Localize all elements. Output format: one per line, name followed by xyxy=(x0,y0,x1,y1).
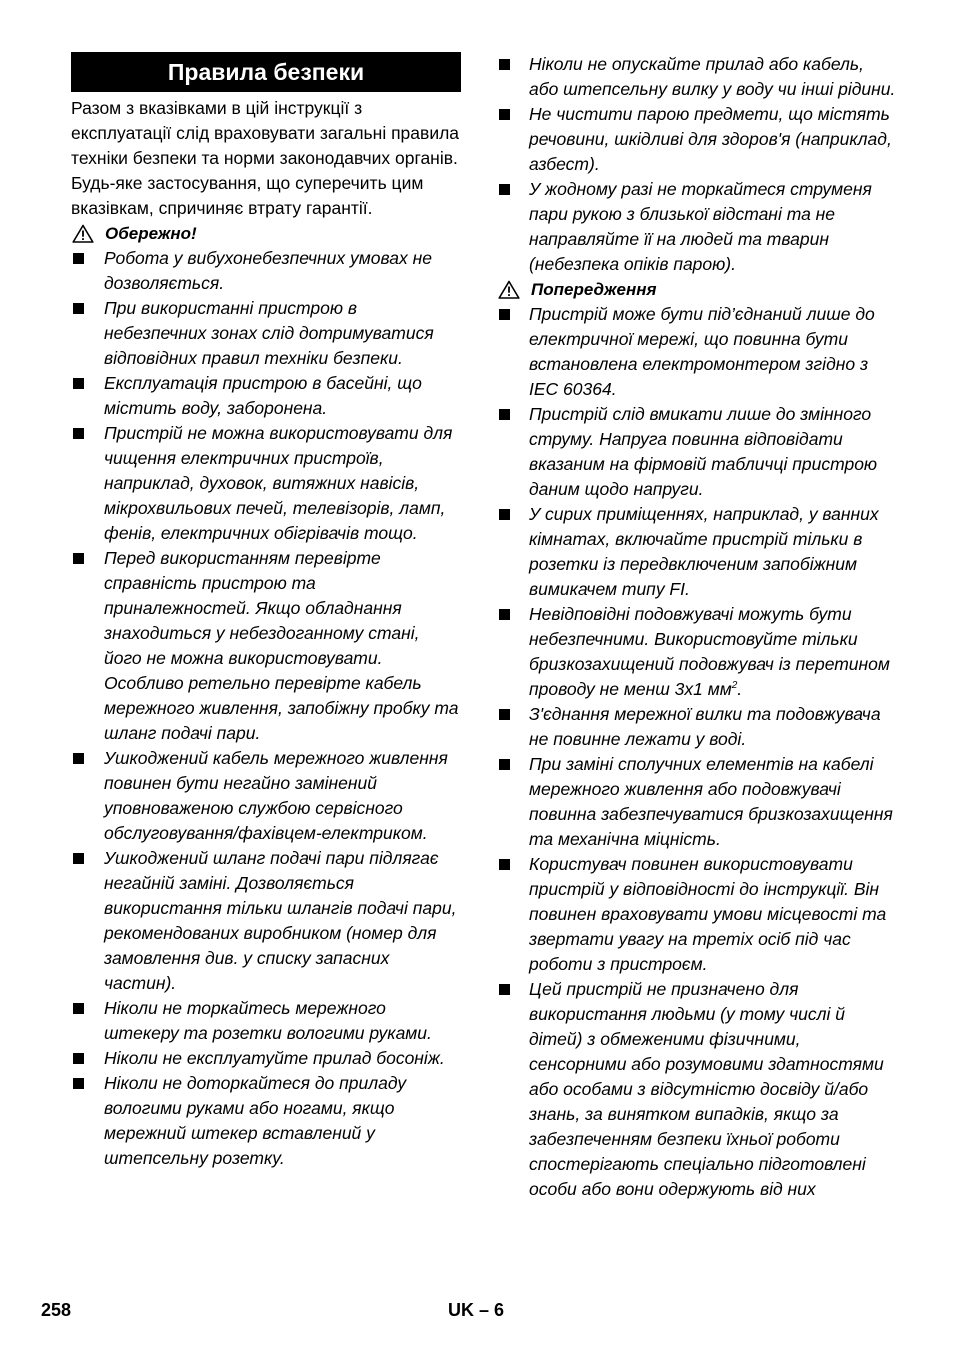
extension-cord-text: Невідповідні подовжувачі можуть бути небезпечними. Використовуйте тільки бризкозахищений подовжувач із перетином проводу не менш 3х1 мм xyxy=(529,604,890,699)
list-item: Ніколи не опускайте прилад або кабель, або штепсельну вилку у воду чи інші рідини. xyxy=(497,52,897,102)
list-item: Користувач повинен використовувати пристрій у відповідності до інструкції. Він повинен враховувати умови місцевості та звертати увагу на третіх осіб під час роботи з пристроєм. xyxy=(497,852,897,977)
list-item: Цей пристрій не призначено для використання людьми (у тому числі й дітей) з обмеженими фізичними, сенсорними або розумовими здатностями або особами з відсутністю досвіду й/або знань, за винятком випадків, якщо за забезпеченням безпеки їхньої роботи спостерігають спеціально підготовлені особи або вони одержують від них xyxy=(497,977,897,1202)
bullet-square-icon xyxy=(499,859,510,870)
bullet-square-icon xyxy=(499,509,510,520)
bullet-square-icon xyxy=(499,609,510,620)
bullet-square-icon xyxy=(499,59,510,70)
bullet-square-icon xyxy=(73,428,84,439)
list-item: Робота у вибухонебезпечних умовах не дозволяється. xyxy=(71,246,461,296)
bullet-square-icon xyxy=(499,309,510,320)
caution-list-continued xyxy=(497,52,897,277)
list-item: Ніколи не доторкайтеся до приладу вологими руками або ногами, якщо мережний штекер вставлений у штепсельну розетку. xyxy=(71,1071,461,1171)
bullet-square-icon xyxy=(73,303,84,314)
warning-list xyxy=(497,302,897,1202)
superscript-unit: 2 xyxy=(731,680,738,692)
list-item: Перед використанням перевірте справність пристрою та приналежностей. Якщо обладнання знаходиться у небездоганному стані, його не можна використовувати. Особливо ретельно перевірте кабель мережного живлення, запобіжну пробку та шланг подачі пари. xyxy=(71,546,461,746)
warning-triangle-icon xyxy=(72,224,94,243)
list-item: Пристрій може бути під’єднаний лише до електричної мережі, що повинна бути встановлена електромонтером згідно з IEC 60364. xyxy=(497,302,897,402)
list-item: Ушкоджений шланг подачі пари підлягає негайній заміні. Дозволяється використання тільки шлангів подачі пари, рекомендованих виробником (номер для замовлення див. у списку запасних частин). xyxy=(71,846,461,996)
list-item: З'єднання мережної вилки та подовжувача не повинне лежати у воді. xyxy=(497,702,897,752)
bullet-square-icon xyxy=(73,1053,84,1064)
bullet-square-icon xyxy=(73,553,84,564)
bullet-square-icon xyxy=(73,753,84,764)
list-item: Пристрій не можна використовувати для чищення електричних пристроїв, наприклад, духовок, витяжних навісів, мікрохвильових печей, телевізорів, ламп, фенів, електричних обігрівачів тощо. xyxy=(71,421,461,546)
bullet-square-icon xyxy=(499,184,510,195)
list-item: Ніколи не експлуатуйте прилад босоніж. xyxy=(71,1046,461,1071)
list-item: Невідповідні подовжувачі можуть бути небезпечними. Використовуйте тільки бризкозахищений подовжувач із перетином проводу не менш 3х1 $мм^2$. xyxy=(497,602,897,702)
list-item: Ніколи не торкайтесь мережного штекеру та розетки вологими руками. xyxy=(71,996,461,1046)
warning-triangle-icon xyxy=(498,280,520,299)
list-item: При заміні сполучних елементів на кабелі мережного живлення або подовжувачі повинна забезпечуватися бризкозахищення та механічна міцність. xyxy=(497,752,897,852)
bullet-square-icon xyxy=(73,378,84,389)
warning-heading xyxy=(497,277,897,302)
bullet-square-icon xyxy=(499,759,510,770)
list-item: При використанні пристрою в небезпечних зонах слід дотримуватися відповідних правил техніки безпеки. xyxy=(71,296,461,371)
caution-heading xyxy=(71,221,461,246)
bullet-square-icon xyxy=(499,709,510,720)
list-item: У сирих приміщеннях, наприклад, у ванних кімнатах, включайте пристрій тільки в розетки із передвключеним запобіжним вимикачем типу FI. xyxy=(497,502,897,602)
page-number: 258 xyxy=(41,1300,72,1320)
list-item: Ушкоджений кабель мережного живлення повинен бути негайно замінений уповноваженою службою сервісного обслуговування/фахівцем-електриком. xyxy=(71,746,461,846)
bullet-square-icon xyxy=(73,253,84,264)
warranty-paragraph: Будь-яке застосування, що суперечить цим вказівкам, спричиняє втрату гарантії. xyxy=(71,173,424,218)
bullet-square-icon xyxy=(73,1078,84,1089)
list-item: У жодному разі не торкайтеся струменя пари рукою з близької відстані та не направляйте її на людей та тварин (небезпека опіків парою). xyxy=(497,177,897,277)
intro-paragraph: Разом з вказівками в цій інструкції з експлуатації слід враховувати загальні правила техніки безпеки та норми законодавчих органів. xyxy=(71,98,460,168)
bullet-square-icon xyxy=(73,1003,84,1014)
warning-heading-label: Попередження xyxy=(531,280,657,299)
bullet-square-icon xyxy=(499,409,510,420)
list-item: Експлуатація пристрою в басейні, що містить воду, заборонена. xyxy=(71,371,461,421)
caution-list xyxy=(71,246,461,1171)
left-column xyxy=(71,52,461,1171)
bullet-square-icon xyxy=(499,109,510,120)
section-title: Правила безпеки xyxy=(71,52,461,92)
right-column xyxy=(497,52,897,1202)
list-item: Не чистити парою предмети, що містять речовини, шкідливі для здоров'я (наприклад, азбест). xyxy=(497,102,897,177)
caution-heading-label: Обережно! xyxy=(105,224,197,243)
bullet-square-icon xyxy=(73,853,84,864)
bullet-square-icon xyxy=(499,984,510,995)
page-code: UK – 6 xyxy=(448,1300,505,1320)
list-item: Пристрій слід вмикати лише до змінного струму. Напруга повинна відповідати вказаним на фірмовій табличці пристрою даним щодо напруги. xyxy=(497,402,897,502)
